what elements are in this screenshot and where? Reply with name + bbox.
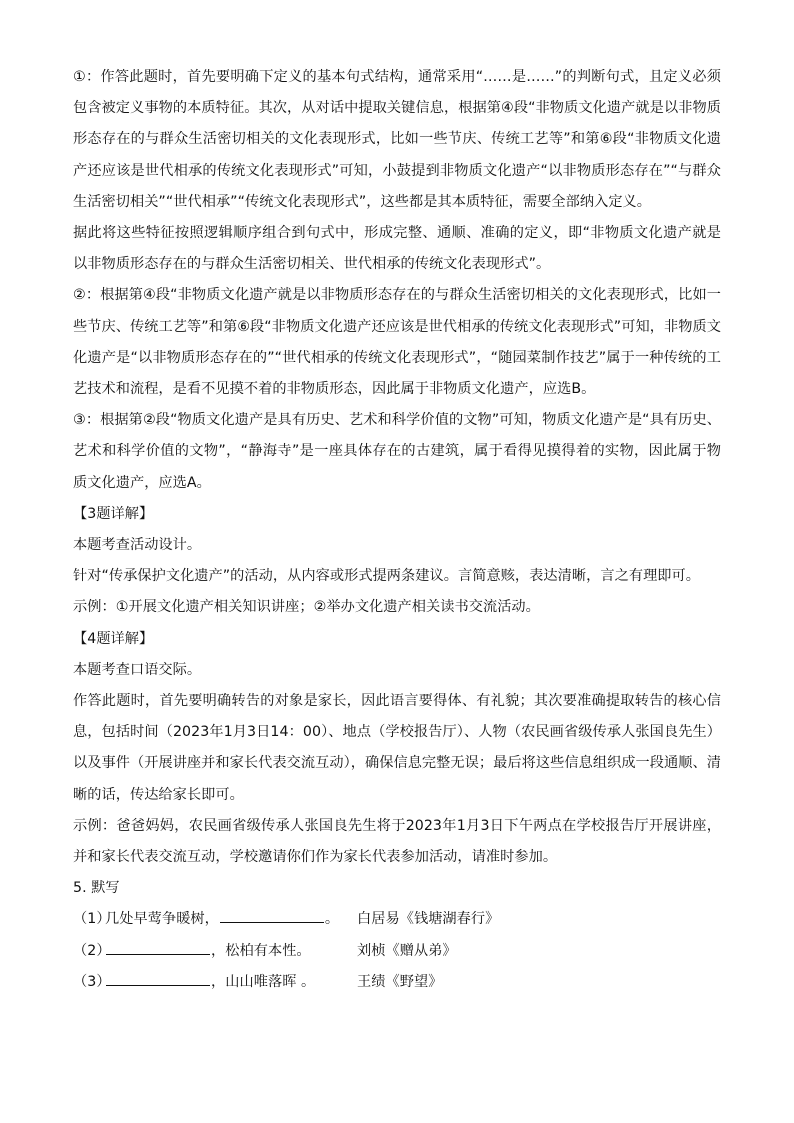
- answer-blank[interactable]: [220, 906, 324, 923]
- dictation-line: [105, 967, 357, 998]
- q4-analysis: 作答此题时，首先要明确转告的对象是家长，因此语言要得体、有礼貌；其次要准确提取转告的核心信息，包括时间（2023年1月3日14：00）、地点（学校报告厅）、人物（农民画省级传承人张国良先生）以及事件（开展讲座并和家长代表交流互动），确保信息完整无误；最后将这些信息组织成一段通顺、清晰的话，传达给家长即可。: [73, 693, 721, 803]
- verse-after: 。: [324, 911, 340, 928]
- dictation-section: [73, 873, 721, 998]
- q2-part1-analysis: ①：作答此题时，首先要明确下定义的基本句式结构，通常采用“……是……”的判断句式，且定义必须包含被定义事物的本质特征。其次，从对话中提取关键信息，根据第④段“非物质文化遗产就是以非物质形态存在的与群众生活密切相关的文化表现形式，比如一些节庆、传统工艺等”和第⑥段“非物质文化遗产还应该是世代相承的传统文化表现形式”可知，小鼓提到非物质文化遗产“以非物质形态存在”“与群众生活密切相关”“世代相承”“传统文化表现形式”，这些都是其本质特征，需要全部纳入定义。: [73, 69, 721, 210]
- dictation-line: [105, 904, 357, 935]
- dictation-source: 刘桢《赠从弟》: [357, 942, 457, 959]
- verse-after: ，松柏有本性。: [211, 942, 311, 959]
- dictation-line: [105, 936, 357, 967]
- verse-after: ，山山唯落晖 。: [211, 973, 316, 990]
- verse-before: 几处早莺争暖树，: [105, 911, 219, 928]
- q2-part2-analysis: ②：根据第④段“非物质文化遗产就是以非物质形态存在的与群众生活密切相关的文化表现形式，比如一些节庆、传统工艺等”和第⑥段“非物质文化遗产还应该是世代相承的传统文化表现形式”可知，非物质文化遗产是“以非物质形态存在的”“世代相承的传统文化表现形式”，“随园菜制作技艺”属于一种传统的工艺技术和流程，是看不见摸不着的非物质形态，因此属于非物质文化遗产，应选B。: [73, 287, 721, 398]
- dictation-item-1: [73, 904, 721, 935]
- answer-analysis: [73, 62, 721, 998]
- dictation-item-2: [73, 936, 721, 967]
- q2-part1-conclusion: 据此将这些特征按照逻辑顺序组合到句式中，形成完整、通顺、准确的定义，即“非物质文化遗产就是以非物质形态存在的与群众生活密切相关、世代相承的传统文化表现形式”。: [73, 225, 721, 273]
- dictation-number: （2）: [73, 942, 111, 959]
- q4-heading: 【4题详解】: [73, 630, 154, 647]
- dictation-number: （1）: [73, 911, 111, 928]
- q3-requirement: 针对“传承保护文化遗产”的活动，从内容或形式提两条建议。言简意赅，表达清晰，言之有理即可。: [73, 568, 701, 585]
- dictation-number: （3）: [73, 973, 111, 990]
- q3-heading: 【3题详解】: [73, 505, 154, 522]
- dictation-source: 王绩《野望》: [357, 973, 443, 990]
- dictation-item-3: [73, 967, 721, 998]
- q3-topic: 本题考查活动设计。: [73, 537, 202, 554]
- q4-example: 示例：爸爸妈妈，农民画省级传承人张国良先生将于2023年1月3日下午两点在学校报告厅开展讲座，并和家长代表交流互动，学校邀请你们作为家长代表参加活动，请准时参加。: [73, 817, 721, 866]
- answer-blank[interactable]: [106, 969, 210, 986]
- answer-blank[interactable]: [106, 938, 210, 955]
- dictation-source: 白居易《钱塘湖春行》: [357, 911, 500, 928]
- q2-part3-analysis: ③：根据第②段“物质文化遗产是具有历史、艺术和科学价值的文物”可知，物质文化遗产是“具有历史、艺术和科学价值的文物”，“静海寺”是一座具体存在的古建筑，属于看得见摸得着的实物，因此属于物质文化遗产，应选A。: [73, 412, 721, 491]
- dictation-title: 5. 默写: [73, 880, 120, 897]
- q4-topic: 本题考查口语交际。: [73, 661, 202, 678]
- q3-example: 示例：①开展文化遗产相关知识讲座；②举办文化遗产相关读书交流活动。: [73, 599, 540, 616]
